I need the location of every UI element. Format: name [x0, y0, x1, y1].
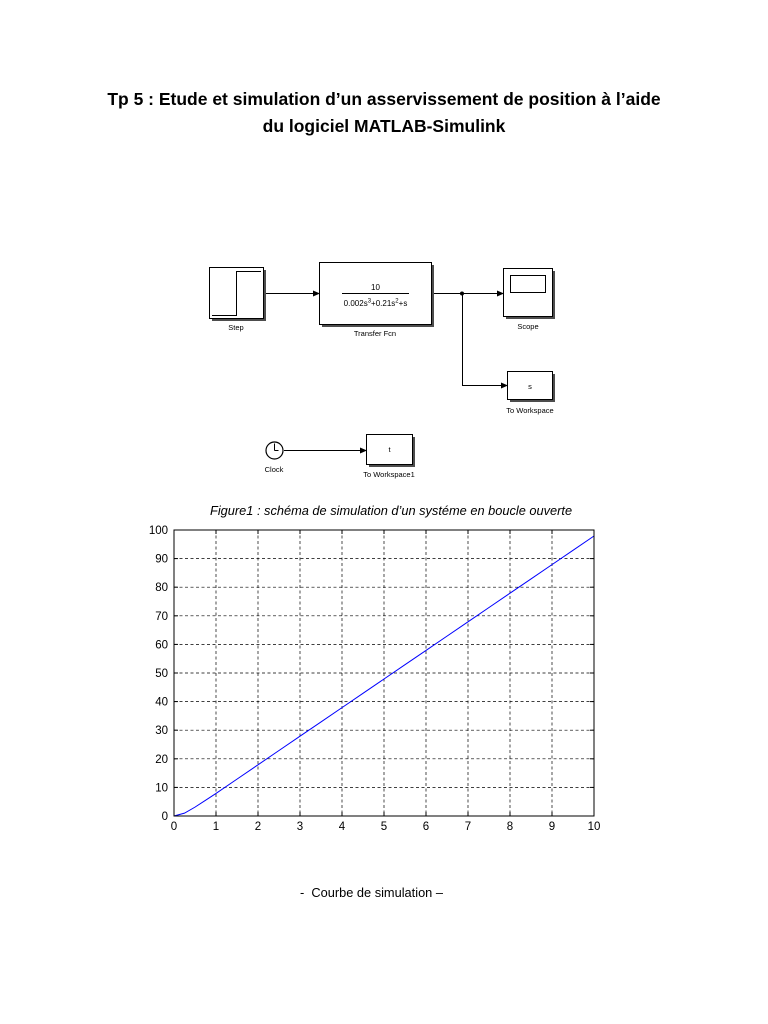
y-tick-label: 40 [155, 696, 168, 709]
denominator-term: +s [398, 299, 408, 308]
to-workspace1-label: To Workspace1 [363, 470, 415, 479]
arrowhead [501, 383, 508, 389]
x-tick-label: 8 [506, 821, 514, 833]
clock-label: Clock [264, 465, 284, 474]
y-tick-label: 80 [155, 582, 168, 595]
clock-block [265, 442, 284, 474]
x-tick-label: 1 [212, 821, 220, 833]
simulation-chart [130, 515, 620, 845]
transfer-fcn-label: Transfer Fcn [353, 329, 397, 338]
clock-icon [266, 442, 283, 459]
y-tick-label: 90 [155, 553, 168, 566]
to-workspace1-block [363, 435, 415, 480]
x-tick-label: 0 [170, 821, 178, 833]
page-title-line-1: Tp 5 : Etude et simulation d’un asservissement de position à l’aide [107, 89, 661, 109]
y-tick-label: 50 [155, 668, 168, 680]
to-workspace-label: To Workspace [506, 406, 554, 415]
y-tick-label: 10 [155, 782, 168, 795]
y-tick-label: 70 [155, 610, 168, 623]
page-title-line-2: du logiciel MATLAB-Simulink [262, 116, 506, 136]
scope-icon [511, 276, 546, 293]
x-tick-label: 2 [254, 821, 262, 833]
simulink-diagram [190, 250, 580, 490]
x-tick-label: 3 [296, 821, 304, 833]
y-tick-label: 30 [155, 725, 168, 738]
to-workspace-block [506, 372, 555, 416]
y-tick-label: 100 [148, 525, 168, 537]
denominator-exponent: 2 [395, 298, 399, 305]
transfer-fcn-block [320, 263, 435, 339]
step-block [210, 268, 267, 333]
y-tick-label: 20 [155, 753, 168, 766]
arrowhead [497, 291, 504, 297]
x-tick-label: 5 [380, 821, 388, 833]
branch-to-workspace-line [463, 294, 503, 386]
to-workspace-variable: s [528, 382, 532, 391]
y-tick-label: 0 [161, 811, 168, 823]
arrowhead [360, 448, 367, 454]
chart-caption: - Courbe de simulation – [300, 885, 443, 900]
figure-caption: Figure1 : schéma de simulation d’un systéme en boucle ouverte [210, 503, 573, 518]
x-tick-label: 6 [422, 821, 430, 833]
scope-label: Scope [517, 322, 539, 331]
transfer-fcn-numerator: 10 [371, 283, 380, 292]
x-tick-label: 9 [548, 821, 556, 833]
scope-block [504, 269, 556, 332]
denominator-term: +0.21s [371, 299, 396, 308]
denominator-term: 0.002s [343, 299, 368, 308]
x-tick-label: 10 [587, 821, 601, 833]
denominator-exponent: 3 [367, 298, 372, 305]
step-label: Step [228, 323, 244, 332]
y-tick-label: 60 [155, 639, 168, 652]
to-workspace1-variable: t [388, 445, 391, 454]
arrowhead [313, 291, 320, 297]
x-tick-label: 7 [464, 821, 472, 833]
x-tick-label: 4 [338, 821, 346, 833]
transfer-fcn-denominator [344, 299, 408, 309]
